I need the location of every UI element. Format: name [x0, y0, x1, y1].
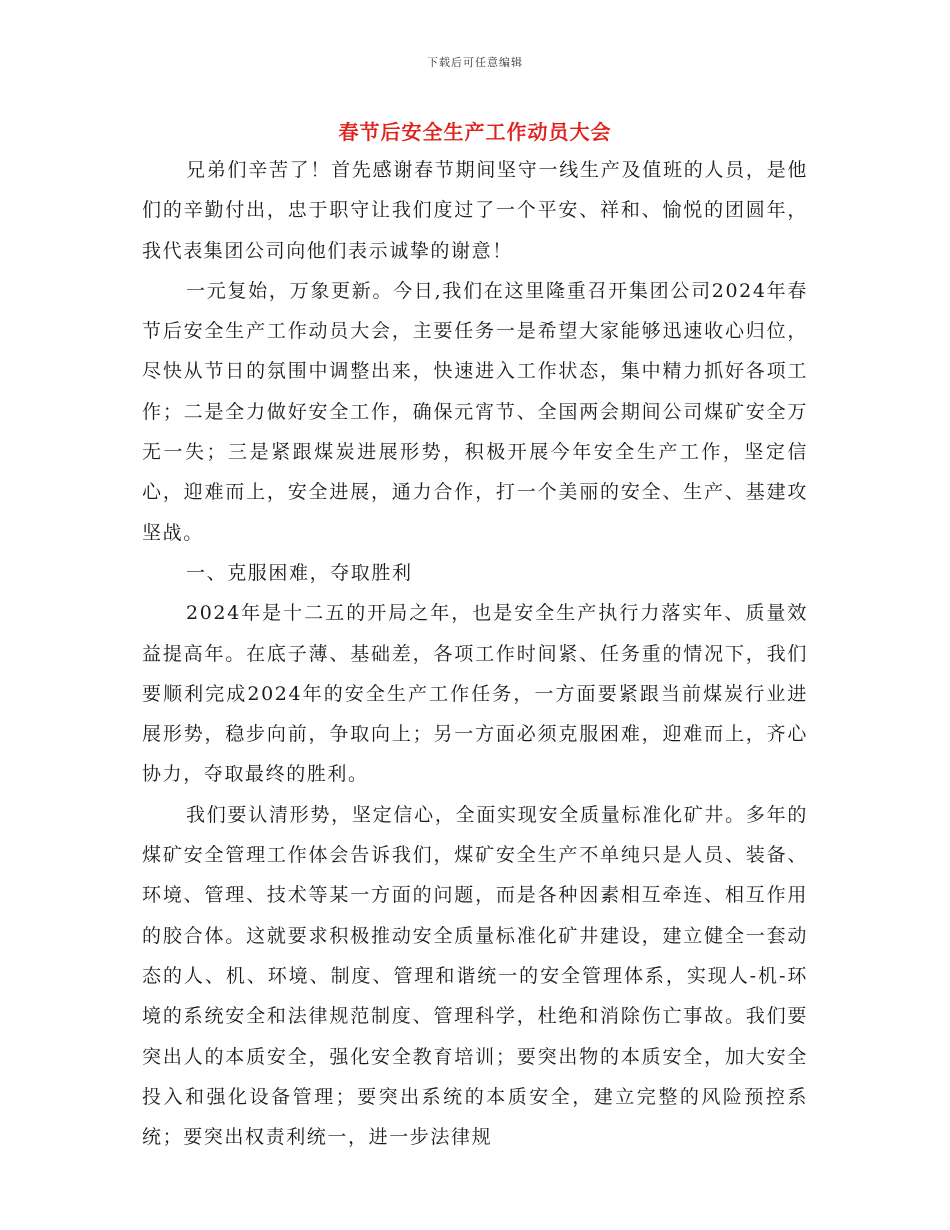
paragraph-year-goals: 2024年是十二五的开局之年，也是安全生产执行力落实年、质量效益提高年。在底子薄、基础差，各项工作时间紧、任务重的情况下，我们要顺利完成2024年的安全生产工作任务，一方面要紧跟当前煤炭行业进展形势，稳步向前，争取向上；另一方面必须克服困难，迎难而上，齐心协力，夺取最终的胜利。: [142, 602, 808, 786]
paragraph-meeting-purpose: 一元复始，万象更新。今日,我们在这里隆重召开集团公司2024年春节后安全生产工作动员大会，主要任务一是希望大家能够迅速收心归位，尽快从节日的氛围中调整出来，快速进入工作状态，集中精力抓好各项工作；二是全力做好安全工作，确保元宵节、全国两会期间公司煤矿安全万无一失；三是紧跟煤炭进展形势，积极开展今年安全生产工作，坚定信心，迎难而上，安全进展，通力合作，打一个美丽的安全、生产、基建攻坚战。: [142, 279, 808, 544]
paragraph-safety-standardization: 我们要认清形势，坚定信心，全面实现安全质量标准化矿井。多年的煤矿安全管理工作体会告诉我们，煤矿安全生产不单纯只是人员、装备、环境、管理、技术等某一方面的问题，而是各种因素相互牵连、相互作用的胶合体。这就要求积极推动安全质量标准化矿井建设，建立健全一套动态的人、机、环境、制度、管理和谐统一的安全管理体系，实现人-机-环境的系统安全和法律规范制度、管理科学，杜绝和消除伤亡事故。我们要突出人的本质安全，强化安全教育培训；要突出物的本质安全，加大安全投入和强化设备管理；要突出系统的本质安全，建立完整的风险预控系统；要突出权责利统一，进一步法律规: [142, 803, 808, 1149]
document-title: 春节后安全生产工作动员大会: [338, 120, 612, 144]
paragraph-thanks: 兄弟们辛苦了！首先感谢春节期间坚守一线生产及值班的人员，是他们的辛勤付出，忠于职守让我们度过了一个平安、祥和、愉悦的团圆年，我代表集团公司向他们表示诚挚的谢意！: [142, 159, 808, 262]
section-heading-overcome-difficulties: 一、克服困难，夺取胜利: [186, 561, 413, 584]
header-note: 下载后可任意编辑: [427, 56, 523, 69]
document-body: [142, 150, 808, 1157]
